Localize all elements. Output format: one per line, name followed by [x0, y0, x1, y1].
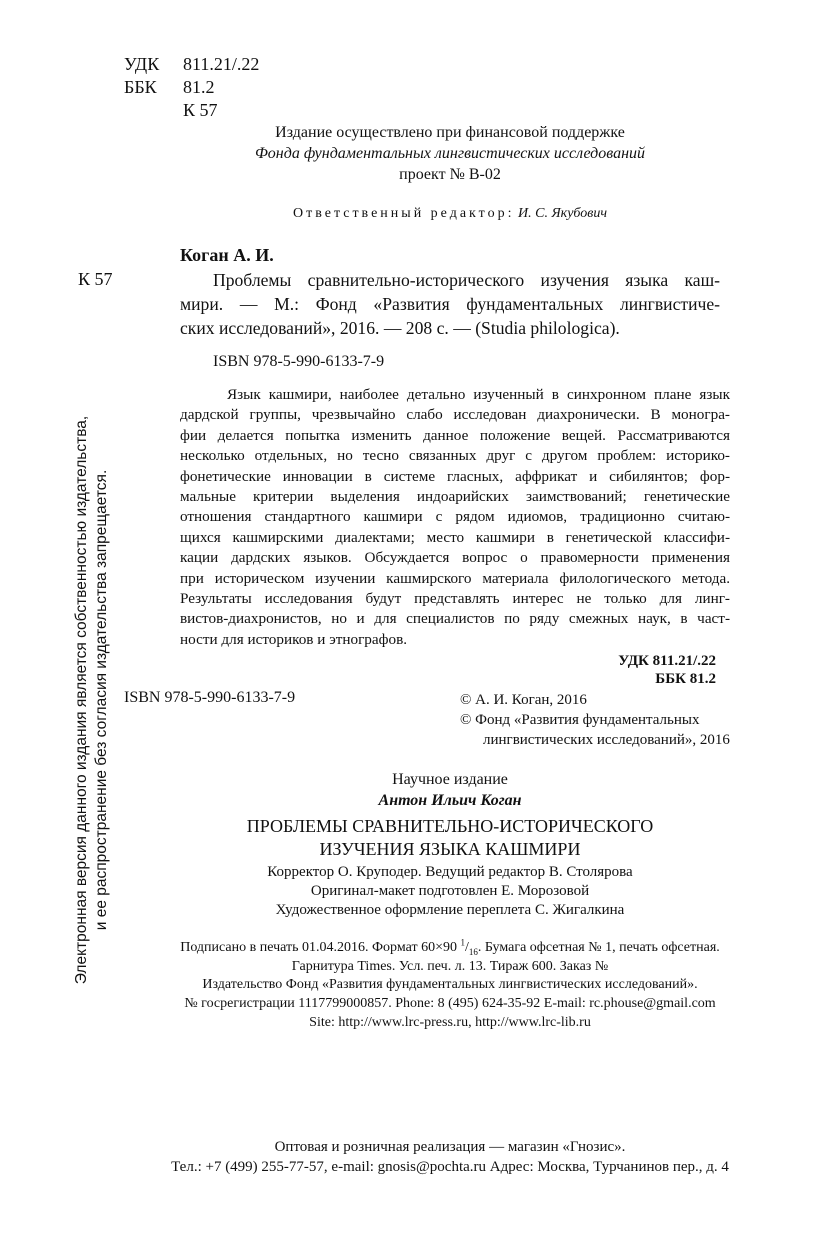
annotation-bbk: ББК 81.2 [655, 671, 716, 687]
funding-line1: Издание осуществлено при финансовой поддержке [275, 124, 625, 141]
isbn-main: ISBN 978-5-990-6133-7-9 [213, 353, 385, 370]
annotation-line: фии делается попытка изменить данное положение вещей. Рассматриваются [180, 426, 730, 444]
funding-line2: Фонда фундаментальных лингвистических исследований [254, 145, 646, 162]
annotation-line: вистов-диахронистов, но и для специалистов по ряду смежных наук, в част- [180, 610, 730, 628]
imprint-staff2: Оригинал-макет подготовлен Е. Морозовой [310, 883, 590, 899]
distribution-line1: Оптовая и розничная реализация — магазин «Гнозис». [274, 1139, 626, 1155]
copyright-fund-cont: лингвистических исследований», 2016 [483, 732, 730, 748]
imprint-staff1: Корректор О. Круподер. Ведущий редактор В. Столярова [267, 864, 633, 880]
publisher-line: Издательство Фонд «Развития фундаментальных лингвистических исследований». [202, 977, 698, 992]
annotation-line: щихся кашмирскими диалектами; место кашмири в генетической классифи- [180, 528, 730, 546]
annotation [180, 385, 730, 650]
desc-line: Проблемы сравнительно-исторического изучения языка каш- [213, 270, 720, 290]
typeface-line: Гарнитура Times. Усл. печ. л. 13. Тираж 600. Заказ № [291, 959, 609, 974]
annotation-line: ности для историков и этнографов. [180, 630, 408, 648]
signed-line: Подписано в печать 01.04.2016. Формат 60×90 $^1/_{16}$. Бумага офсетная № 1, печать офсетная. [180, 937, 720, 957]
annotation-line: фонетические инновации в системе гласных, аффрикат и сибилянтов; фор- [180, 467, 730, 485]
edition-type: Научное издание [392, 771, 508, 788]
annotation-line: при историческом изучении кашмирского материала филологического метода. [180, 569, 730, 587]
copyright-fund: © Фонд «Развития фундаментальных [460, 712, 700, 728]
annotation-line: Результаты исследования будут представлять интерес не только для линг- [180, 590, 730, 608]
annotation-line: мальные критерии выделения индоарийских заимствований; генетические [180, 488, 730, 506]
isbn-secondary: ISBN 978-5-990-6133-7-9 [124, 689, 296, 706]
annotation-line: несколько отдельных, но тесно связанных друг с другом проблем: историко- [180, 447, 730, 465]
annotation-udk: УДК 811.21/.22 [618, 653, 716, 669]
desc-line: ских исследований», 2016. — 208 с. — (Studia philologica). [180, 318, 620, 338]
site-line: Site: http://www.lrc-press.ru, http://www.lrc-lib.ru [309, 1015, 591, 1030]
editor-label: Ответственный редактор: [292, 206, 515, 221]
annotation-line: Язык кашмири, наиболее детально изученный в синхронном плане язык [227, 386, 730, 403]
signed-text-end: . Бумага офсетная № 1, печать офсетная. [477, 940, 720, 955]
distribution-line2: Тел.: +7 (499) 255-77-57, e-mail: gnosis@pochta.ru Адрес: Москва, Турчанинов пер., д. 4 [171, 1159, 729, 1175]
author-mark: К 57 [183, 100, 218, 120]
format-numerator: 1 [460, 937, 465, 948]
imprint-title-line2: ИЗУЧЕНИЯ ЯЗЫКА КАШМИРИ [319, 839, 581, 859]
side-notice-line2: и ее распространение без согласия издательства запрещается. [93, 469, 110, 931]
bibliographic-mark: К 57 [78, 269, 113, 289]
bbk-label: ББК [124, 77, 157, 97]
format-denominator: 16 [468, 946, 478, 957]
responsible-editor [0, 205, 827, 223]
bbk-value: 81.2 [183, 77, 215, 97]
funding-line3: проект № В-02 [399, 166, 501, 183]
udk-value: 811.21/.22 [183, 54, 260, 74]
imprint-staff3: Художественное оформление переплета С. Жигалкина [275, 902, 625, 918]
annotation-line: дардской группы, чрезвычайно слабо исследован диахронически. В моногра- [180, 406, 730, 424]
annotation-line: кации дардских языков. Обсуждается вопрос о правомерности применения [180, 549, 730, 567]
copyright-author: © А. И. Коган, 2016 [460, 692, 587, 708]
side-notice-line1: Электронная версия данного издания является собственностью издательства, [73, 415, 90, 985]
editor-name: И. С. Якубович [518, 206, 608, 221]
registration-line: № госрегистрации 1117799000857. Phone: 8 (495) 624-35-92 E-mail: rc.phouse@gmail.com [184, 996, 716, 1011]
udk-label: УДК [124, 54, 160, 74]
annotation-line: отношения стандартного кашмири с рядом идиомов, традиционно считаю- [180, 508, 730, 526]
imprint-author: Антон Ильич Коган [378, 792, 522, 809]
desc-line: мири. — М.: Фонд «Развития фундаментальных лингвистиче- [180, 294, 720, 314]
book-author: Коган А. И. [180, 245, 274, 265]
signed-text: Подписано в печать 01.04.2016. Формат 60×90 [180, 940, 461, 955]
book-description [180, 268, 720, 340]
imprint-title-line1: ПРОБЛЕМЫ СРАВНИТЕЛЬНО-ИСТОРИЧЕСКОГО [246, 816, 654, 836]
